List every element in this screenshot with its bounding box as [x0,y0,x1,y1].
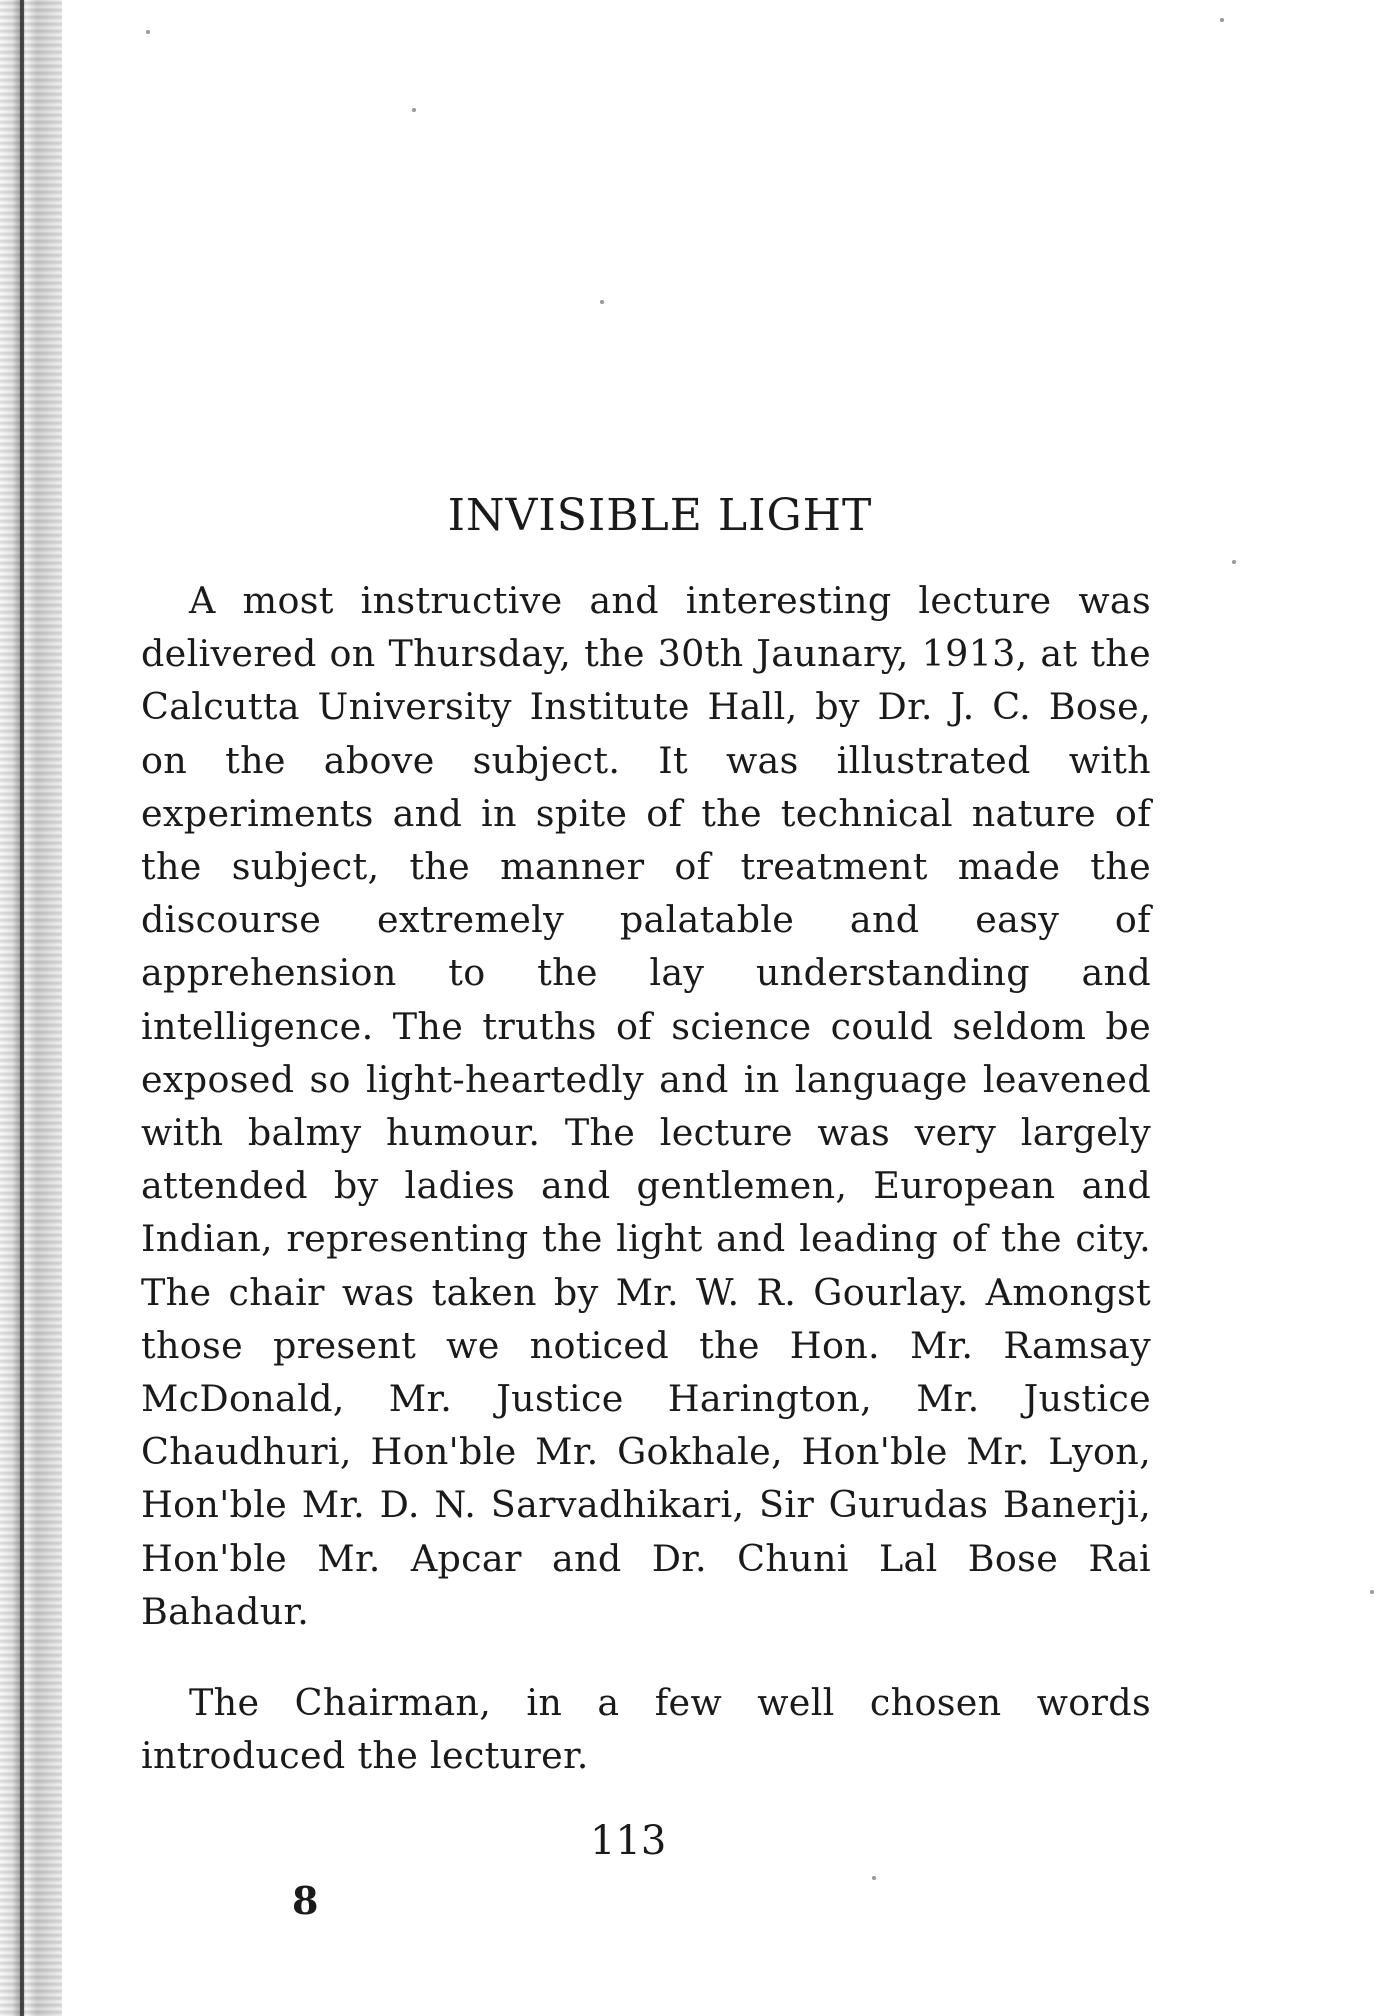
signature-mark: 8 [292,1878,319,1923]
paper-speck [600,300,604,304]
paper-speck [1370,1590,1374,1594]
paper-speck [146,30,150,34]
page-title: INVISIBLE LIGHT [447,490,873,541]
paper-speck [872,1876,876,1880]
body-paragraph: A most instructive and interesting lecture was delivered on Thursday, the 30th Jaunary, 1913, at the Calcutta University Institute Hall, by Dr. J. C. Bose, on the above subject. It was illustrated with experiments and in spite of the technical nature of the subject, the manner of treatment made the discourse extremely palatable and easy of apprehension to the lay understanding and intelligence. The truths of science could seldom be exposed so light-heartedly and in language leavened with balmy humour. The lecture was very largely attended by ladies and gentlemen, European and Indian, representing the light and leading of the city. The chair was taken by Mr. W. R. Gourlay. Amongst those present we noticed the Hon. Mr. Ramsay McDonald, Mr. Justice Harington, Mr. Justice Chaudhuri, Hon'ble Mr. Gokhale, Hon'ble Mr. Lyon, Hon'ble Mr. D. N. Sarvadhikari, Sir Gurudas Banerji, Hon'ble Mr. Apcar and Dr. Chuni Lal Bose Rai Bahadur. [141,579,1151,1633]
paper-speck [412,108,416,112]
page-number: 113 [590,1818,667,1864]
binding-edge [0,0,62,2016]
binding-shadow-line [20,0,24,2016]
paper-speck [1232,560,1236,564]
paper-speck [1220,18,1224,22]
body-paragraph: The Chairman, in a few well chosen words introduced the lecturer. [141,1681,1151,1778]
